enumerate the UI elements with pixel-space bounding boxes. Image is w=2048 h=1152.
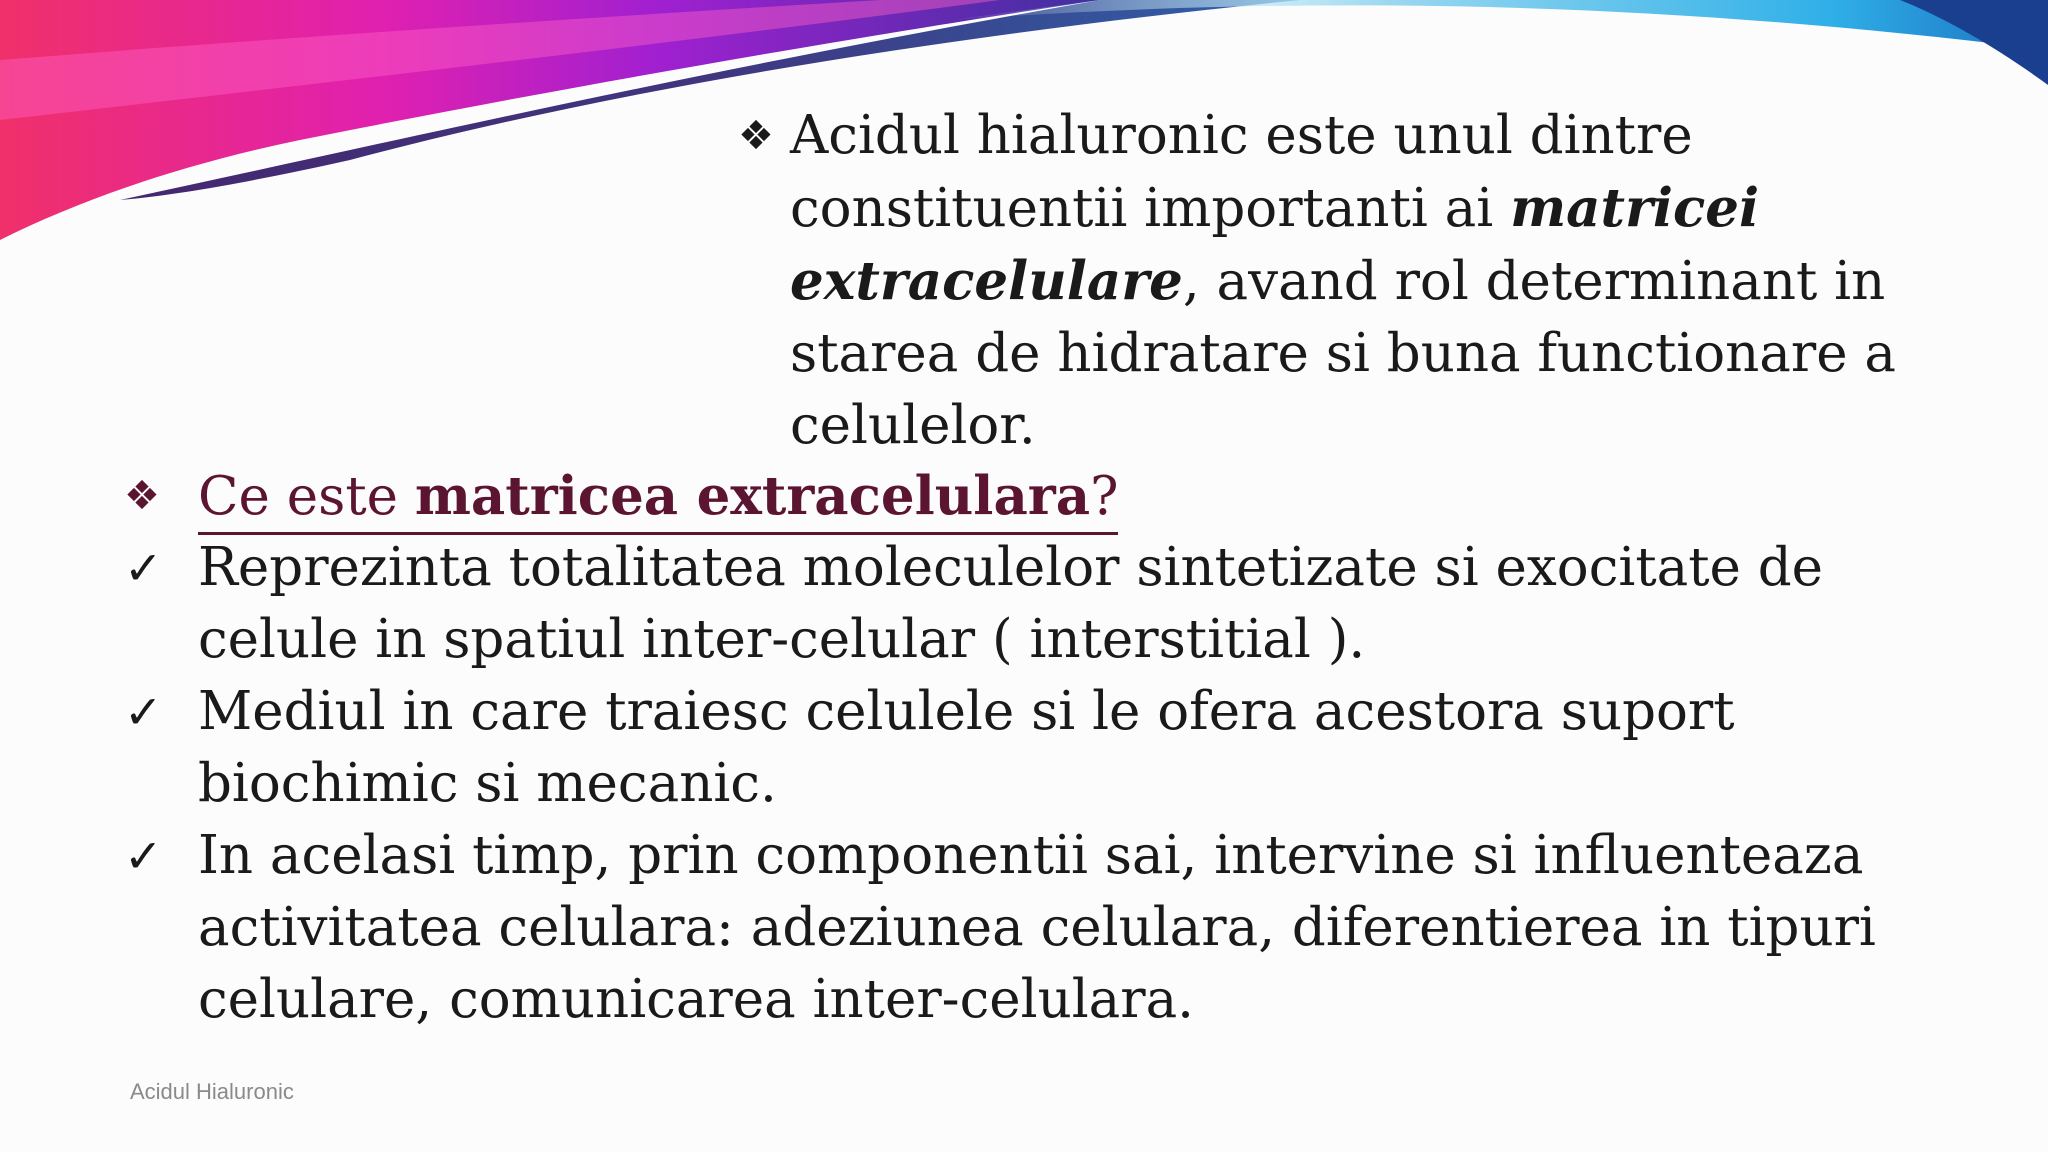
question-text: Ce este matricea extracelulara? (198, 460, 1118, 535)
list-item: ✓ Mediul in care traiesc celulele si le ofera acestora suport biochimic si mecanic. (124, 676, 1994, 820)
question-emphasis: matricea extracelulara (414, 465, 1091, 527)
list-item: ✓ In acelasi timp, prin componentii sai, intervine si influenteaza activitatea celulara: adeziunea celulara, diferentierea in tipuri celulare, comunicarea inter-celulara. (124, 820, 1994, 1036)
definition-section (124, 460, 1994, 1036)
question-heading (124, 460, 1994, 532)
four-diamond-bullet-icon: ❖ (738, 113, 774, 159)
list-item: ✓ Reprezinta totalitatea moleculelor sintetizate si exocitate de celule in spatiul inter-celular ( interstitial ). (124, 532, 1994, 676)
four-diamond-bullet-icon: ❖ (124, 473, 160, 519)
check-icon: ✓ (124, 829, 163, 883)
intro-paragraph (738, 100, 2008, 462)
intro-emphasis: matricei extracelulare (790, 177, 1760, 312)
check-icon: ✓ (124, 541, 163, 595)
intro-text: Acidul hialuronic este unul dintre constituentii importanti ai matricei extracelulare, avand rol determinant in starea de hidratare si buna functionare a celulelor. (790, 105, 1897, 456)
check-icon: ✓ (124, 685, 163, 739)
slide-footer: Acidul Hialuronic (130, 1079, 294, 1104)
